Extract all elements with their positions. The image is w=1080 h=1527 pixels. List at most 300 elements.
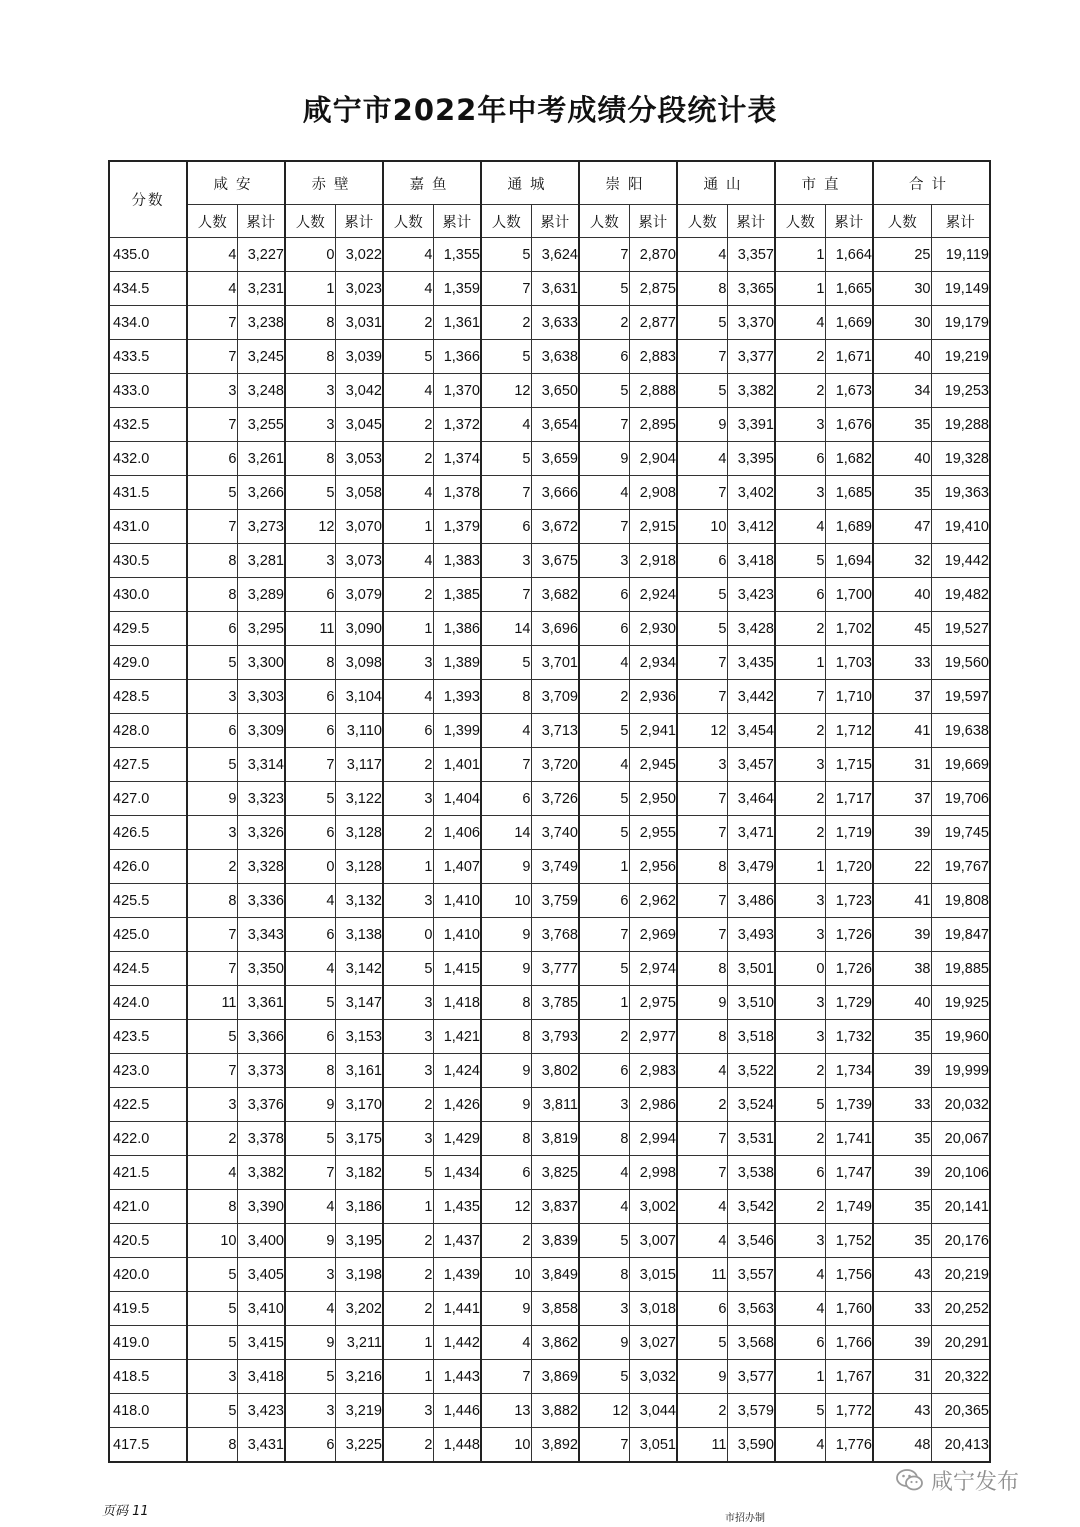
count-cell: 9	[579, 1326, 629, 1360]
count-cell: 33	[873, 646, 931, 680]
cumulative-cell: 1,355	[433, 238, 481, 272]
table-body	[109, 238, 990, 1463]
region-header: 崇阳	[579, 161, 677, 205]
cumulative-cell: 19,482	[931, 578, 990, 612]
count-cell: 3	[775, 1224, 825, 1258]
cumulative-cell: 1,435	[433, 1190, 481, 1224]
count-cell: 11	[187, 986, 237, 1020]
cumulative-cell: 1,710	[825, 680, 873, 714]
count-cell: 5	[383, 952, 433, 986]
count-cell: 3	[285, 1394, 335, 1428]
cumulative-cell: 1,756	[825, 1258, 873, 1292]
count-cell: 4	[775, 1428, 825, 1463]
count-cell: 2	[677, 1088, 727, 1122]
wechat-icon	[895, 1467, 925, 1493]
cumulative-cell: 3,479	[727, 850, 775, 884]
region-header: 通山	[677, 161, 775, 205]
cumulative-cell: 3,079	[335, 578, 383, 612]
cumulative-cell: 19,960	[931, 1020, 990, 1054]
cumulative-cell: 3,365	[727, 272, 775, 306]
cumulative-cell: 2,888	[629, 374, 677, 408]
count-cell: 22	[873, 850, 931, 884]
cumulative-cell: 3,070	[335, 510, 383, 544]
count-cell: 4	[481, 1326, 531, 1360]
cumulative-cell: 3,400	[237, 1224, 285, 1258]
count-cell: 9	[677, 408, 727, 442]
count-cell: 2	[383, 1258, 433, 1292]
count-cell: 8	[481, 1122, 531, 1156]
cumulative-cell: 19,999	[931, 1054, 990, 1088]
count-cell: 35	[873, 1190, 931, 1224]
count-cell: 5	[481, 646, 531, 680]
score-cell: 425.0	[109, 918, 187, 952]
cumulative-cell: 3,726	[531, 782, 579, 816]
score-cell: 419.0	[109, 1326, 187, 1360]
cumulative-cell: 3,309	[237, 714, 285, 748]
cumulative-cell: 3,117	[335, 748, 383, 782]
count-cell: 40	[873, 340, 931, 374]
cumulative-cell: 1,406	[433, 816, 481, 850]
cumulative-cell: 1,434	[433, 1156, 481, 1190]
count-cell: 4	[383, 272, 433, 306]
count-cell: 4	[579, 1156, 629, 1190]
count-cell: 8	[285, 1054, 335, 1088]
cumulative-cell: 20,219	[931, 1258, 990, 1292]
cumulative-cell: 1,372	[433, 408, 481, 442]
cumulative-cell: 3,454	[727, 714, 775, 748]
cumulative-cell: 3,153	[335, 1020, 383, 1054]
table-row	[109, 1020, 990, 1054]
cumulative-cell: 3,858	[531, 1292, 579, 1326]
cumulative-cell: 3,170	[335, 1088, 383, 1122]
score-cell: 427.0	[109, 782, 187, 816]
cumulative-cell: 3,175	[335, 1122, 383, 1156]
cumulative-cell: 1,386	[433, 612, 481, 646]
cumulative-cell: 1,443	[433, 1360, 481, 1394]
count-cell: 4	[383, 238, 433, 272]
score-cell: 430.5	[109, 544, 187, 578]
count-cell: 25	[873, 238, 931, 272]
cumulative-cell: 3,281	[237, 544, 285, 578]
cumulative-cell: 3,431	[237, 1428, 285, 1463]
count-cell: 0	[383, 918, 433, 952]
count-cell: 4	[383, 680, 433, 714]
score-cell: 428.0	[109, 714, 187, 748]
score-cell: 417.5	[109, 1428, 187, 1463]
cumulative-cell: 3,666	[531, 476, 579, 510]
count-cell: 5	[481, 340, 531, 374]
cumulative-cell: 3,002	[629, 1190, 677, 1224]
cumulative-cell: 3,238	[237, 306, 285, 340]
count-cell: 4	[775, 1292, 825, 1326]
count-cell: 1	[383, 510, 433, 544]
table-row	[109, 918, 990, 952]
cumulative-cell: 3,182	[335, 1156, 383, 1190]
cumulative-cell: 3,659	[531, 442, 579, 476]
count-cell: 1	[579, 986, 629, 1020]
count-cell: 9	[481, 1054, 531, 1088]
count-cell: 7	[677, 1122, 727, 1156]
count-cell: 43	[873, 1258, 931, 1292]
cumulative-cell: 1,766	[825, 1326, 873, 1360]
count-cell: 2	[775, 374, 825, 408]
count-cell: 4	[285, 1292, 335, 1326]
cumulative-cell: 3,837	[531, 1190, 579, 1224]
cumulative-cell: 1,374	[433, 442, 481, 476]
count-cell: 2	[383, 442, 433, 476]
page-title: 咸宁市2022年中考成绩分段统计表	[302, 93, 778, 127]
cumulative-cell: 1,747	[825, 1156, 873, 1190]
cumulative-cell: 3,675	[531, 544, 579, 578]
cumulative-cell: 2,904	[629, 442, 677, 476]
cumulative-cell: 3,759	[531, 884, 579, 918]
cumulative-cell: 19,219	[931, 340, 990, 374]
count-cell: 8	[579, 1258, 629, 1292]
cumulative-cell: 3,073	[335, 544, 383, 578]
count-cell: 8	[677, 1020, 727, 1054]
cumulative-cell: 19,669	[931, 748, 990, 782]
cumulative-cell: 1,702	[825, 612, 873, 646]
count-cell: 11	[285, 612, 335, 646]
count-cell: 5	[579, 1224, 629, 1258]
table-row	[109, 748, 990, 782]
count-cell: 34	[873, 374, 931, 408]
cumulative-cell: 1,700	[825, 578, 873, 612]
count-cell: 4	[579, 476, 629, 510]
count-cell: 33	[873, 1088, 931, 1122]
cumulative-cell: 1,664	[825, 238, 873, 272]
table-row	[109, 1326, 990, 1360]
cumulative-cell: 3,518	[727, 1020, 775, 1054]
count-cell: 7	[579, 238, 629, 272]
count-cell: 7	[677, 918, 727, 952]
count-cell: 39	[873, 1326, 931, 1360]
cumulative-cell: 1,410	[433, 884, 481, 918]
score-cell: 422.5	[109, 1088, 187, 1122]
count-cell: 7	[579, 510, 629, 544]
count-cell: 2	[187, 850, 237, 884]
cumulative-cell: 1,424	[433, 1054, 481, 1088]
cumulative-cell: 19,847	[931, 918, 990, 952]
cumulative-cell: 19,560	[931, 646, 990, 680]
count-cell: 40	[873, 442, 931, 476]
count-cell: 1	[383, 1326, 433, 1360]
count-cell: 2	[383, 1224, 433, 1258]
count-cell: 5	[579, 272, 629, 306]
score-cell: 426.0	[109, 850, 187, 884]
cumulative-cell: 3,501	[727, 952, 775, 986]
cumulative-cell: 19,745	[931, 816, 990, 850]
cumulative-cell: 3,849	[531, 1258, 579, 1292]
count-cell: 9	[481, 1292, 531, 1326]
watermark-text: 咸宁发布	[931, 1469, 1020, 1495]
count-cell: 1	[285, 272, 335, 306]
count-cell: 8	[481, 986, 531, 1020]
score-cell: 433.5	[109, 340, 187, 374]
cumulative-cell: 3,051	[629, 1428, 677, 1463]
count-cell: 6	[285, 816, 335, 850]
cumulative-cell: 3,031	[335, 306, 383, 340]
region-header: 咸安	[187, 161, 285, 205]
cumulative-cell: 1,703	[825, 646, 873, 680]
cumulative-cell: 3,373	[237, 1054, 285, 1088]
cumulative-cell: 3,202	[335, 1292, 383, 1326]
count-cell: 6	[383, 714, 433, 748]
count-cell: 9	[285, 1224, 335, 1258]
cumulative-cell: 3,493	[727, 918, 775, 952]
cumulative-cell: 3,032	[629, 1360, 677, 1394]
cumulative-cell: 3,328	[237, 850, 285, 884]
count-cell: 39	[873, 816, 931, 850]
cumulative-cell: 19,149	[931, 272, 990, 306]
cumulative-cell: 2,930	[629, 612, 677, 646]
count-cell: 3	[775, 1020, 825, 1054]
count-cell: 3	[285, 1258, 335, 1292]
cumulative-cell: 1,685	[825, 476, 873, 510]
count-cell: 9	[481, 918, 531, 952]
count-cell: 2	[775, 714, 825, 748]
table-row	[109, 952, 990, 986]
count-cell: 4	[775, 510, 825, 544]
cumulative-subheader: 累计	[629, 205, 677, 238]
cumulative-cell: 3,245	[237, 340, 285, 374]
count-cell: 6	[187, 714, 237, 748]
count-cell: 2	[775, 612, 825, 646]
count-cell: 6	[285, 578, 335, 612]
cumulative-cell: 3,198	[335, 1258, 383, 1292]
cumulative-cell: 3,538	[727, 1156, 775, 1190]
count-cell: 3	[775, 408, 825, 442]
cumulative-cell: 3,768	[531, 918, 579, 952]
count-cell: 4	[481, 408, 531, 442]
cumulative-cell: 3,654	[531, 408, 579, 442]
cumulative-cell: 1,361	[433, 306, 481, 340]
score-cell: 427.5	[109, 748, 187, 782]
count-subheader: 人数	[873, 205, 931, 238]
cumulative-cell: 1,734	[825, 1054, 873, 1088]
cumulative-cell: 3,390	[237, 1190, 285, 1224]
cumulative-cell: 1,772	[825, 1394, 873, 1428]
count-cell: 4	[187, 272, 237, 306]
cumulative-cell: 2,908	[629, 476, 677, 510]
cumulative-cell: 3,577	[727, 1360, 775, 1394]
table-row	[109, 1428, 990, 1463]
count-cell: 1	[579, 850, 629, 884]
count-cell: 6	[481, 510, 531, 544]
count-cell: 6	[187, 612, 237, 646]
count-cell: 5	[677, 1326, 727, 1360]
cumulative-cell: 19,885	[931, 952, 990, 986]
count-cell: 2	[481, 1224, 531, 1258]
count-cell: 5	[187, 1020, 237, 1054]
cumulative-cell: 1,676	[825, 408, 873, 442]
cumulative-cell: 3,709	[531, 680, 579, 714]
cumulative-cell: 1,760	[825, 1292, 873, 1326]
cumulative-cell: 3,053	[335, 442, 383, 476]
cumulative-cell: 1,421	[433, 1020, 481, 1054]
count-cell: 2	[677, 1394, 727, 1428]
cumulative-cell: 20,365	[931, 1394, 990, 1428]
cumulative-cell: 3,563	[727, 1292, 775, 1326]
count-cell: 7	[481, 476, 531, 510]
cumulative-cell: 3,402	[727, 476, 775, 510]
table-row	[109, 714, 990, 748]
cumulative-subheader: 累计	[931, 205, 990, 238]
score-cell: 425.5	[109, 884, 187, 918]
count-cell: 2	[775, 782, 825, 816]
cumulative-cell: 1,673	[825, 374, 873, 408]
cumulative-cell: 3,361	[237, 986, 285, 1020]
count-cell: 7	[677, 340, 727, 374]
count-cell: 5	[579, 714, 629, 748]
cumulative-cell: 2,945	[629, 748, 677, 782]
cumulative-cell: 1,385	[433, 578, 481, 612]
cumulative-cell: 3,045	[335, 408, 383, 442]
count-cell: 1	[775, 272, 825, 306]
count-cell: 5	[187, 1258, 237, 1292]
score-cell: 429.5	[109, 612, 187, 646]
cumulative-cell: 3,211	[335, 1326, 383, 1360]
cumulative-cell: 1,410	[433, 918, 481, 952]
cumulative-cell: 20,067	[931, 1122, 990, 1156]
count-cell: 7	[677, 1156, 727, 1190]
table-row	[109, 612, 990, 646]
count-cell: 40	[873, 986, 931, 1020]
count-cell: 5	[481, 238, 531, 272]
cumulative-cell: 3,376	[237, 1088, 285, 1122]
cumulative-cell: 1,429	[433, 1122, 481, 1156]
count-cell: 7	[677, 680, 727, 714]
cumulative-cell: 3,701	[531, 646, 579, 680]
cumulative-cell: 2,918	[629, 544, 677, 578]
cumulative-cell: 1,732	[825, 1020, 873, 1054]
cumulative-cell: 3,227	[237, 238, 285, 272]
table-row	[109, 1190, 990, 1224]
count-cell: 8	[285, 442, 335, 476]
count-cell: 13	[481, 1394, 531, 1428]
cumulative-cell: 3,255	[237, 408, 285, 442]
cumulative-cell: 19,119	[931, 238, 990, 272]
cumulative-cell: 2,994	[629, 1122, 677, 1156]
cumulative-cell: 3,314	[237, 748, 285, 782]
count-cell: 4	[579, 748, 629, 782]
count-subheader: 人数	[775, 205, 825, 238]
cumulative-cell: 1,379	[433, 510, 481, 544]
cumulative-cell: 2,974	[629, 952, 677, 986]
cumulative-cell: 20,252	[931, 1292, 990, 1326]
count-cell: 47	[873, 510, 931, 544]
cumulative-cell: 1,715	[825, 748, 873, 782]
cumulative-cell: 3,423	[237, 1394, 285, 1428]
cumulative-cell: 19,328	[931, 442, 990, 476]
cumulative-cell: 3,015	[629, 1258, 677, 1292]
cumulative-cell: 3,377	[727, 340, 775, 374]
count-cell: 8	[187, 884, 237, 918]
count-cell: 3	[775, 476, 825, 510]
count-cell: 3	[187, 816, 237, 850]
count-cell: 3	[187, 680, 237, 714]
count-cell: 32	[873, 544, 931, 578]
count-cell: 4	[383, 374, 433, 408]
count-cell: 8	[677, 952, 727, 986]
cumulative-cell: 19,925	[931, 986, 990, 1020]
count-cell: 3	[187, 1360, 237, 1394]
cumulative-cell: 1,767	[825, 1360, 873, 1394]
cumulative-cell: 1,739	[825, 1088, 873, 1122]
count-subheader: 人数	[481, 205, 531, 238]
region-header: 合计	[873, 161, 990, 205]
cumulative-cell: 1,366	[433, 340, 481, 374]
cumulative-cell: 3,713	[531, 714, 579, 748]
count-cell: 1	[775, 238, 825, 272]
cumulative-cell: 1,726	[825, 918, 873, 952]
cumulative-cell: 20,322	[931, 1360, 990, 1394]
count-cell: 4	[187, 238, 237, 272]
cumulative-cell: 1,448	[433, 1428, 481, 1463]
count-cell: 2	[579, 306, 629, 340]
count-cell: 0	[285, 238, 335, 272]
cumulative-cell: 3,357	[727, 238, 775, 272]
count-cell: 0	[285, 850, 335, 884]
count-cell: 7	[677, 816, 727, 850]
count-cell: 2	[187, 1122, 237, 1156]
cumulative-cell: 3,261	[237, 442, 285, 476]
cumulative-cell: 3,557	[727, 1258, 775, 1292]
count-cell: 4	[677, 1224, 727, 1258]
count-cell: 7	[187, 408, 237, 442]
cumulative-cell: 3,336	[237, 884, 285, 918]
table-row	[109, 408, 990, 442]
cumulative-cell: 3,464	[727, 782, 775, 816]
count-cell: 11	[677, 1258, 727, 1292]
count-cell: 8	[285, 306, 335, 340]
count-cell: 7	[677, 646, 727, 680]
score-cell: 430.0	[109, 578, 187, 612]
count-subheader: 人数	[187, 205, 237, 238]
count-cell: 5	[187, 1394, 237, 1428]
cumulative-cell: 19,442	[931, 544, 990, 578]
count-cell: 3	[775, 748, 825, 782]
count-cell: 5	[285, 1122, 335, 1156]
cumulative-cell: 19,597	[931, 680, 990, 714]
cumulative-cell: 2,998	[629, 1156, 677, 1190]
cumulative-cell: 3,138	[335, 918, 383, 952]
count-cell: 6	[677, 544, 727, 578]
count-cell: 9	[579, 442, 629, 476]
count-cell: 11	[677, 1428, 727, 1463]
score-table	[108, 160, 991, 1463]
cumulative-cell: 3,366	[237, 1020, 285, 1054]
cumulative-cell: 1,726	[825, 952, 873, 986]
cumulative-cell: 3,785	[531, 986, 579, 1020]
cumulative-cell: 3,128	[335, 816, 383, 850]
table-row	[109, 374, 990, 408]
count-cell: 4	[775, 1258, 825, 1292]
table-row	[109, 680, 990, 714]
score-cell: 426.5	[109, 816, 187, 850]
count-cell: 9	[285, 1326, 335, 1360]
count-cell: 3	[775, 918, 825, 952]
cumulative-subheader: 累计	[335, 205, 383, 238]
cumulative-cell: 3,590	[727, 1428, 775, 1463]
cumulative-cell: 1,418	[433, 986, 481, 1020]
table-row	[109, 1156, 990, 1190]
count-cell: 5	[383, 1156, 433, 1190]
count-cell: 10	[481, 1258, 531, 1292]
cumulative-cell: 3,391	[727, 408, 775, 442]
score-cell: 434.5	[109, 272, 187, 306]
count-cell: 2	[775, 1054, 825, 1088]
